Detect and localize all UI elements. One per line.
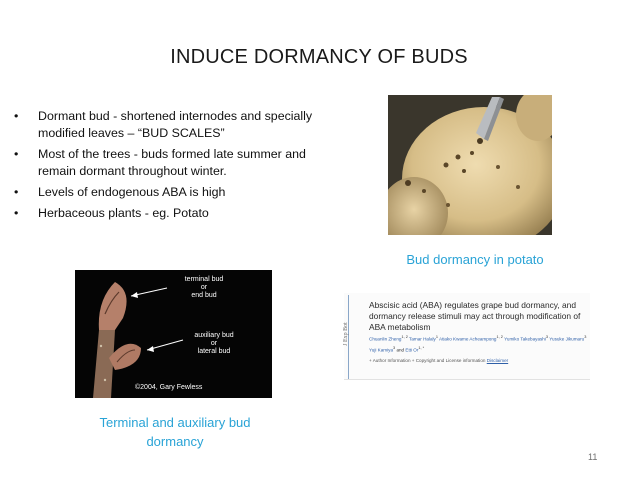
paper-screenshot <box>344 293 590 380</box>
author-link[interactable]: Chuanlin Zheng <box>369 336 402 342</box>
photo-copyright: ©2004, Gary Fewless <box>135 384 203 391</box>
author-mark: 1 <box>435 335 438 339</box>
author-link[interactable]: Atiako Kwame Acheampong <box>439 336 497 342</box>
journal-side-label: J Exp Bot <box>342 322 349 346</box>
author-mark: 3 <box>584 335 587 339</box>
bullet-text: Most of the trees - buds formed late summer and remain dormant throughout winter. <box>38 147 306 178</box>
lateral-bud-label: lateral bud <box>197 348 231 355</box>
bud-caption <box>60 413 290 451</box>
bullet-dot: • <box>14 206 19 220</box>
or-label: or <box>210 340 218 347</box>
or-label: or <box>200 284 208 291</box>
page-number: 11 <box>588 452 598 462</box>
terminal-bud-label: terminal bud <box>184 276 224 283</box>
bullet-text: Dormant bud - shortened internodes and specially modified leaves – “BUD SCALES” <box>38 109 313 140</box>
author-link[interactable]: Yuji Kamiya <box>369 347 394 353</box>
author-link[interactable]: Tamar Halaly <box>409 336 436 342</box>
bullet-dot: • <box>14 147 19 161</box>
bullet-list <box>14 108 344 226</box>
author-link[interactable]: Yusuke Jikumaru <box>549 336 585 342</box>
bullet-text: Levels of endogenous ABA is high <box>38 185 226 199</box>
bullet-item <box>14 108 344 142</box>
paper-info-links <box>369 358 589 363</box>
author-info-link[interactable]: + Author Information + Copyright and License information <box>369 358 486 363</box>
bud-caption-line1: Terminal and auxiliary bud <box>99 415 251 430</box>
potato-photo <box>388 95 552 235</box>
author-and: and <box>396 347 405 353</box>
auxiliary-bud-label: auxiliary bud <box>194 332 234 339</box>
author-link[interactable]: Etti Or <box>405 347 419 353</box>
author-link[interactable]: Yumiko Takebayashi <box>504 336 546 342</box>
author-mark: 1, 2 <box>496 335 503 339</box>
bullet-dot: • <box>14 109 19 123</box>
end-bud-label: end bud <box>191 292 217 299</box>
bullet-item <box>14 205 344 222</box>
disclaimer-link[interactable]: Disclaimer <box>486 358 509 363</box>
slide-title: INDUCE DORMANCY OF BUDS <box>170 46 468 68</box>
potato-caption: Bud dormancy in potato <box>406 252 544 267</box>
author-mark: 3 <box>393 345 396 350</box>
author-mark: 1, 2 <box>401 335 408 339</box>
author-mark: 3 <box>545 335 549 339</box>
bullet-item <box>14 146 344 180</box>
bullet-text: Herbaceous plants - eg. Potato <box>38 206 209 220</box>
bud-caption-line2: dormancy <box>146 434 204 449</box>
potato-illustration <box>388 95 552 235</box>
bullet-dot: • <box>14 185 19 199</box>
paper-authors <box>369 333 589 354</box>
author-mark: 1, * <box>418 345 425 350</box>
paper-title: Abscisic acid (ABA) regulates grape bud dormancy, and dormancy release stimuli may act through modification of ABA metabolism <box>369 300 581 332</box>
bullet-item <box>14 184 344 201</box>
bud-photo <box>75 270 272 398</box>
